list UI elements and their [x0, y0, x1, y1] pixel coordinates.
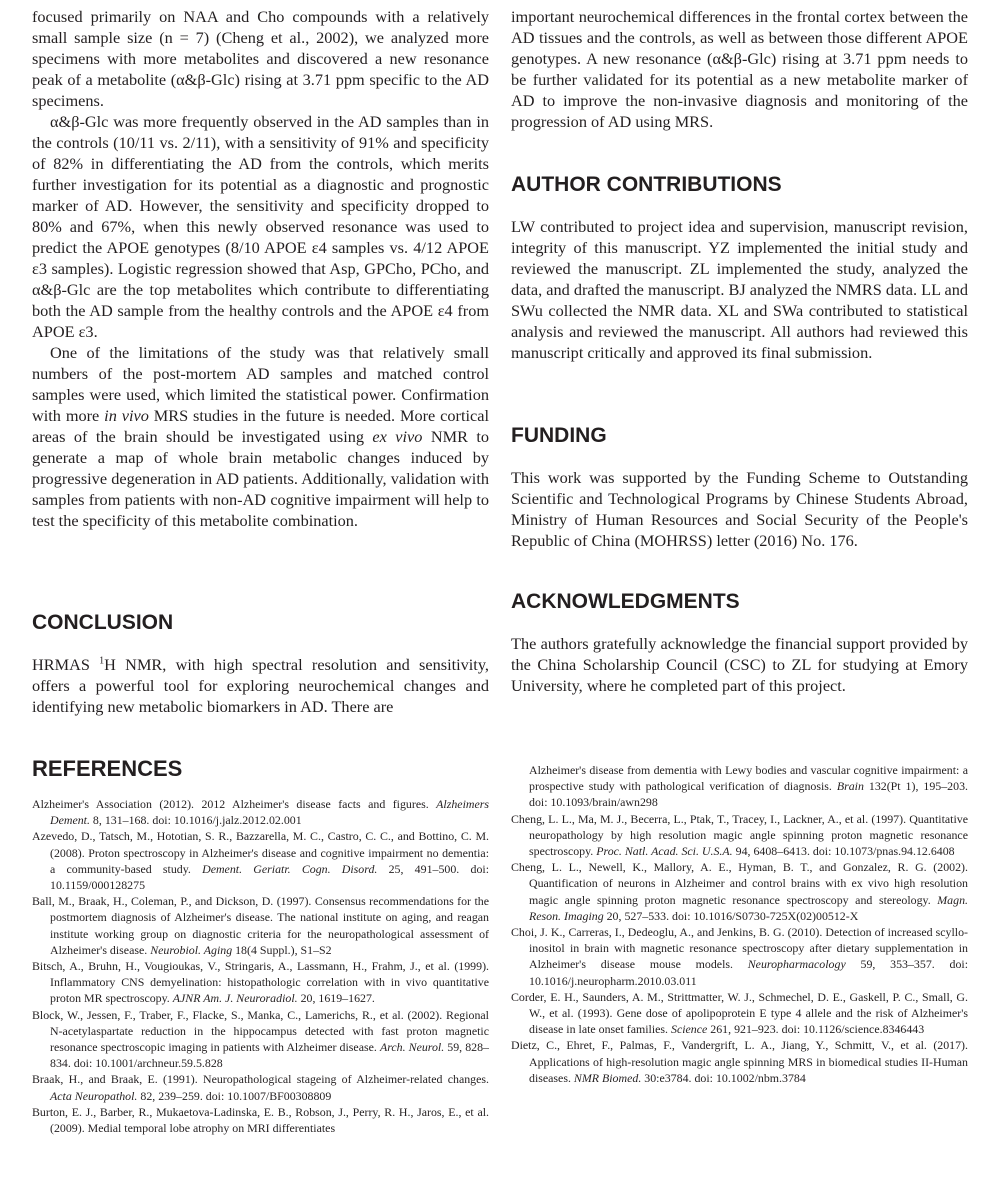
paragraph-acknowledgments: The authors gratefully acknowledge the financial support provided by the China Scholarship Council (CSC) to ZL for studying at Emory University, where he completed part of this project.: [511, 634, 968, 695]
reference-citation: 20, 527–533. doi: 10.1016/S0730-725X(02)00512-X: [603, 908, 859, 923]
acknowledgments-heading: ACKNOWLEDGMENTS: [511, 590, 740, 613]
reference-journal: Neurobiol. Aging: [150, 942, 233, 957]
reference-journal: Magn. Reson. Imaging: [529, 892, 968, 923]
reference-text: Alzheimer's disease from dementia with Lewy bodies and vascular cognitive impairment: a prospective study with pathological verification of diagnosis.: [529, 763, 968, 794]
references-left-column: [32, 796, 489, 1136]
reference-text: Cheng, L. L., Ma, M. J., Becerra, L., Ptak, T., Tracey, I., Lackner, A., et al. (1997). Quantitative neuropathology by high resolution magic angle spinning proton magnetic resonance spectroscopy.: [511, 811, 968, 859]
conclusion-superscript: 1: [99, 655, 105, 667]
reference-journal: Neuropharmacology: [747, 957, 846, 972]
reference-citation: 25, 491–500. doi: 10.1159/000128275: [50, 861, 489, 893]
reference-text: Burton, E. J., Barber, R., Mukaetova-Ladinska, E. B., Robson, J., Perry, R. H., Jaros, E., et al. (2009). Medial temporal lobe atrophy on MRI differentiates: [32, 1104, 489, 1136]
paragraph-funding: This work was supported by the Funding Scheme to Outstanding Scientific and Technological Programs by Chinese Students Abroad, Ministry of Human Resources and Social Security of the People's Republic of China (MOHRSS) letter (2016) No. 176.: [511, 468, 968, 550]
reference-citation: 261, 921–923. doi: 10.1126/science.8346443: [707, 1022, 925, 1037]
conclusion-text-b: H NMR, with high spectral resolution and sensitivity, offers a powerful tool for exploring neurochemical changes and identifying new metabolic biomarkers in AD. There are: [32, 655, 489, 716]
limitations-text-a: One of the limitations of the study was that relatively small numbers of the post-mortem AD samples and matched control samples were used, which limited the statistical power. Confirmation with more: [32, 343, 489, 425]
references-heading: REFERENCES: [32, 756, 183, 781]
reference-citation: 59, 353–357. doi: 10.1016/j.neuropharm.2010.03.011: [529, 957, 969, 988]
paragraph-discussion-2: α&β-Glc was more frequently observed in the AD samples than in the controls (10/11 vs. 2/11), with a sensitivity of 91% and specificity of 82% in differentiating the AD from the controls, which merits further investigation for its potential as a diagnostic and prognostic marker of AD. However, the sensitivity and specificity dropped to 80% and 67%, when this newly observed resonance was used to predict the APOE genotypes (8/10 APOE ε4 samples vs. 4/12 APOE ε3 samples). Logistic regression showed that Asp, GPCho, PCho, and α&β-Glc are the top metabolites which contribute to differentiating both the AD sample from the healthy controls and the APOE ε4 from APOE ε3.: [32, 112, 489, 341]
right-column-conclusion-cont: [511, 6, 968, 132]
acknowledgments-block: [511, 633, 968, 696]
reference-text: Corder, E. H., Saunders, A. M., Strittmatter, W. J., Schmechel, D. E., Gaskell, P. C., Small, G. W., et al. (1993). Gene dose of apolipoprotein E type 4 allele and the risk of Alzheimer's disease in late onset families.: [511, 989, 968, 1037]
reference-journal: Alzheimers Dement.: [50, 797, 489, 828]
limitations-italic-ex-vivo: ex vivo: [372, 427, 423, 446]
reference-entry: [32, 828, 489, 893]
reference-entry: [32, 796, 489, 828]
paragraph-conclusion: [32, 654, 489, 717]
reference-text: Alzheimer's Association (2012). 2012 Alzheimer's disease facts and figures.: [32, 797, 437, 811]
reference-citation: 18(4 Suppl.), S1–S2: [232, 942, 332, 957]
reference-journal: Science: [671, 1022, 708, 1037]
reference-citation: 82, 239–259. doi: 10.1007/BF00308809: [137, 1088, 332, 1103]
funding-block: [511, 467, 968, 551]
author-contributions-block: [511, 216, 968, 363]
reference-entry: [511, 762, 968, 811]
reference-entry: [511, 811, 968, 860]
reference-citation: 94, 6408–6413. doi: 10.1073/pnas.94.12.6408: [732, 844, 955, 859]
reference-text: Bitsch, A., Bruhn, H., Vougioukas, V., Stringaris, A., Lassmann, H., Frahm, J., et al. (1999). Inflammatory CNS demyelination: histopathologic correlation with in vivo quantitative proton MR spectroscopy.: [32, 959, 489, 1006]
paragraph-discussion-1: focused primarily on NAA and Cho compounds with a relatively small sample size (n = 7) (Cheng et al., 2002), we analyzed more specimens with more metabolites and discovered a new resonance peak of a metabolite (α&β-Glc) rising at 3.71 ppm specific to the AD specimens.: [32, 7, 489, 110]
reference-entry: [32, 1007, 489, 1072]
limitations-italic-in-vivo: in vivo: [104, 406, 149, 425]
reference-citation: 20, 1619–1627.: [297, 991, 375, 1006]
reference-journal: Brain: [836, 779, 864, 794]
reference-journal: AJNR Am. J. Neuroradiol.: [172, 991, 298, 1006]
conclusion-block: [32, 654, 489, 717]
paragraph-conclusion-continued: important neurochemical differences in the frontal cortex between the AD tissues and the controls, as well as between those different APOE genotypes. A new resonance (α&β-Glc) rising at 3.71 ppm needs to be further validated for its potential as a new metabolite marker of AD to improve the non-invasive diagnosis and monitoring of the progression of AD using MRS.: [511, 7, 968, 131]
references-right-column: [511, 762, 968, 1086]
reference-citation: 30:e3784. doi: 10.1002/nbm.3784: [641, 1070, 806, 1085]
funding-heading: FUNDING: [511, 424, 607, 447]
conclusion-text-a: HRMAS: [32, 655, 100, 674]
paragraph-limitations: [32, 342, 489, 531]
conclusion-heading: CONCLUSION: [32, 611, 174, 634]
limitations-text-c: NMR to generate a map of whole brain metabolic changes induced by progressive degeneration in AD patients. Additionally, validation with samples from patients with non-AD cognitive impairment will help to test the specificity of this metabolite combination.: [32, 427, 490, 530]
reference-text: Ball, M., Braak, H., Coleman, P., and Dickson, D. (1997). Consensus recommendations for the postmortem diagnosis of Alzheimer's disease. The national institute on aging, and reagan institute working group on diagnostic criteria for the neuropathological assessment of Alzheimer's disease.: [32, 894, 489, 957]
reference-entry: [32, 893, 489, 958]
reference-text: Azevedo, D., Tatsch, M., Hototian, S. R., Bazzarella, M. C., Castro, C. C., and Bottino, C. M. (2008). Proton spectroscopy in Alzheimer's disease and cognitive impairment no dementia: a community-based study.: [32, 829, 489, 876]
reference-entry: [511, 1037, 968, 1086]
reference-entry: [511, 859, 968, 924]
reference-entry: [32, 958, 489, 1007]
paragraph-author-contributions: LW contributed to project idea and supervision, manuscript revision, integrity of this manuscript. YZ implemented the initial study and reviewed the manuscript. ZL implemented the study, analyzed the data, and drafted the manuscript. BJ analyzed the NMRS data. LL and SWu collected the NMR data. XL and SWa contributed to statistical analysis and reviewed the manuscript. All authors had reviewed this manuscript critically and approved its final submission.: [511, 217, 968, 362]
reference-journal: Acta Neuropathol.: [50, 1088, 138, 1103]
reference-journal: NMR Biomed.: [573, 1070, 642, 1085]
limitations-text-b: MRS studies in the future is needed. More cortical areas of the brain should be investigated using: [32, 406, 489, 446]
reference-journal: Proc. Natl. Acad. Sci. U.S.A.: [596, 844, 733, 859]
reference-citation: 8, 131–168. doi: 10.1016/j.jalz.2012.02.001: [89, 813, 302, 828]
reference-text: Block, W., Jessen, F., Traber, F., Flacke, S., Manka, C., Lamerichs, R., et al. (2002). Regional N-acetylaspartate reduction in the hippocampus detected with fast proton magnetic resonance spectroscopic imaging in patients with Alzheimer disease.: [32, 1007, 489, 1055]
left-column-discussion: [32, 6, 489, 531]
reference-text: Choi, J. K., Carreras, I., Dedeoglu, A., and Jenkins, B. G. (2010). Detection of increased scyllo-inositol in brain with magnetic resonance spectroscopy after dietary supplementation in Alzheimer's disease mouse models.: [511, 925, 968, 972]
reference-journal: Dement. Geriatr. Cogn. Disord.: [202, 861, 378, 876]
reference-entry: [32, 1071, 489, 1103]
reference-entry: [32, 1104, 489, 1136]
reference-citation: 59, 828–834. doi: 10.1001/archneur.59.5.828: [50, 1040, 489, 1071]
reference-text: Dietz, C., Ehret, F., Palmas, F., Vandergrift, L. A., Jiang, Y., Schmitt, V., et al. (2017). Applications of high-resolution magic angle spinning MRS in biomedical studies II-Human diseases.: [511, 1038, 968, 1085]
author-contributions-heading: AUTHOR CONTRIBUTIONS: [511, 173, 782, 196]
reference-entry: [511, 989, 968, 1038]
reference-citation: 132(Pt 1), 195–203. doi: 10.1093/brain/awn298: [529, 779, 968, 810]
reference-journal: Arch. Neurol.: [379, 1040, 445, 1055]
reference-text: Braak, H., and Braak, E. (1991). Neuropathological stageing of Alzheimer-related changes.: [32, 1072, 489, 1087]
reference-text: Cheng, L. L., Newell, K., Mallory, A. E., Hyman, B. T., and Gonzalez, R. G. (2002). Quantification of neurons in Alzheimer and control brains with ex vivo high resolution magic angle spinning proton magnetic resonance spectroscopy and stereology.: [511, 860, 968, 907]
reference-entry: [511, 924, 968, 989]
